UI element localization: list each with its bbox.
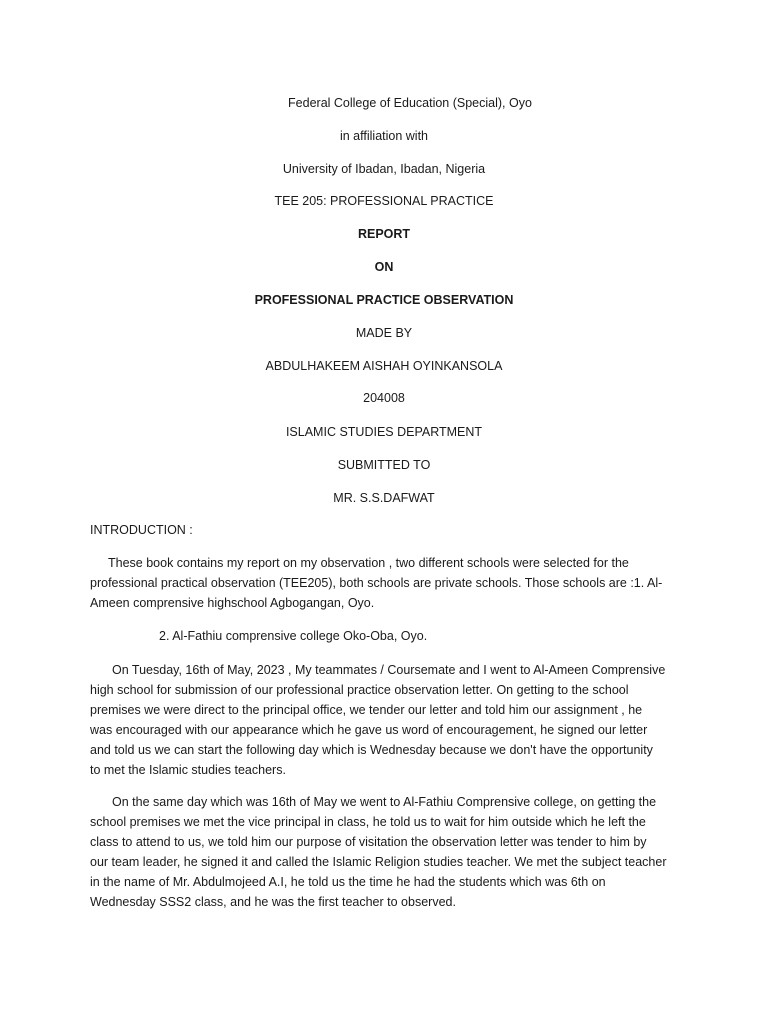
introduction-heading: INTRODUCTION : (90, 523, 193, 537)
paragraph-line: our team leader, he signed it and called the Islamic Religion studies teacher. We met the subject teacher (90, 855, 667, 869)
paragraph-line: high school for submission of our professional practice observation letter. On getting to the school (90, 683, 629, 697)
report-label: REPORT (357, 227, 411, 241)
matric-number: 204008 (363, 391, 405, 405)
paragraph-4 (90, 792, 680, 912)
author-name: ABDULHAKEEM AISHAH OYINKANSOLA (265, 359, 503, 373)
paragraph-line: Wednesday SSS2 class, and he was the first teacher to observed. (90, 895, 456, 909)
paragraph-line: On Tuesday, 16th of May, 2023 , My teammates / Coursemate and I went to Al-Ameen Comprensive (112, 663, 666, 677)
paragraph-line: to met the Islamic studies teachers. (90, 763, 286, 777)
paragraph-2: 2. Al-Fathiu comprensive college Oko-Oba, Oyo. (159, 629, 428, 643)
paragraph-line: school premises we met the vice principal in class, he told us to wait for him outside which he left the (90, 815, 646, 829)
submitted-to-label: SUBMITTED TO (337, 458, 431, 472)
course-title: TEE 205: PROFESSIONAL PRACTICE (274, 194, 494, 208)
supervisor-name: MR. S.S.DAFWAT (333, 491, 435, 505)
on-label: ON (374, 260, 394, 274)
report-subject: PROFESSIONAL PRACTICE OBSERVATION (254, 293, 514, 307)
paragraph-line: Ameen comprensive highschool Agbogangan, Oyo. (90, 596, 375, 610)
paragraph-line: These book contains my report on my observation , two different schools were selected for the (108, 556, 629, 570)
university-name: University of Ibadan, Ibadan, Nigeria (282, 162, 486, 176)
paragraph-line: class to attend to us, we told him our purpose of visitation the observation letter was tender to him by (90, 835, 647, 849)
paragraph-line: was encouraged with our appearance which he gave us word of encouragement, he signed our letter (90, 723, 648, 737)
paragraph-line: in the name of Mr. Abdulmojeed A.I, he told us the time he had the students which was 6th on (90, 875, 606, 889)
paragraph-line: On the same day which was 16th of May we went to Al-Fathiu Comprensive college, on getting the (112, 795, 657, 809)
department-name: ISLAMIC STUDIES DEPARTMENT (285, 425, 483, 439)
affiliation-line: in affiliation with (339, 129, 428, 143)
paragraph-line: and told us we can start the following day which is Wednesday because we don't have the opportunity (90, 743, 653, 757)
paragraph-line: premises we were direct to the principal office, we tender our letter and told him our assignment , he (90, 703, 643, 717)
paragraph-line: professional practical observation (TEE205), both schools are private schools. Those schools are :1. Al- (90, 576, 663, 590)
paragraph-3 (90, 660, 680, 780)
college-name: Federal College of Education (Special), Oyo (288, 96, 532, 110)
made-by-label: MADE BY (355, 326, 413, 340)
paragraph-1 (90, 553, 680, 613)
